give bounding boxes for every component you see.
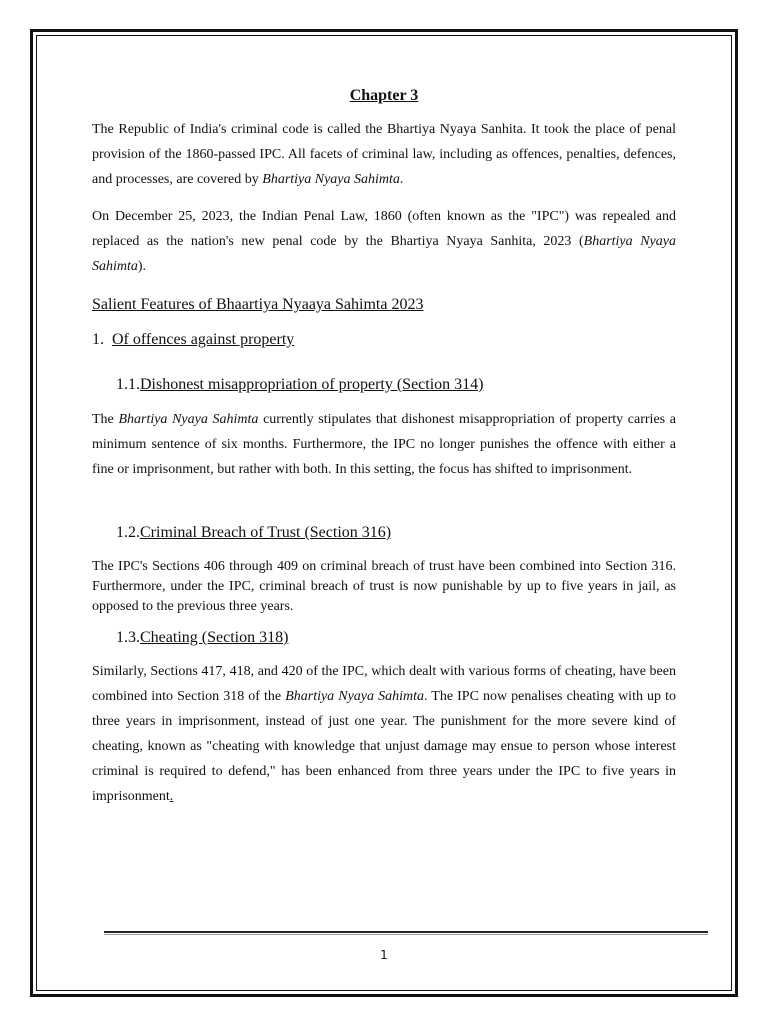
subsection-1-3-text-c: . The IPC now penalises cheating with up to three years in imprisonment, instead of just one year. The punishment for the more severe kind of cheating, known as "cheating with knowledge that unjust damage may ensue to person whose interest criminal is required to defend," has been enhanced from three years under the IPC to five years in imprisonment [92, 689, 676, 804]
subsection-1-3-paragraph [92, 659, 676, 809]
section-1-title: Of offences against property [112, 331, 295, 348]
page-number: 1 [380, 948, 388, 962]
intro-paragraph-1-italic: Bhartiya Nyaya Sahimta [262, 172, 400, 187]
intro-paragraph-2 [92, 204, 676, 279]
section-1-number: 1. [92, 331, 104, 348]
subsection-1-1-italic: Bhartiya Nyaya Sahimta [118, 412, 259, 427]
subsection-1-2-title: Criminal Breach of Trust (Section 316) [140, 524, 392, 541]
subsection-1-1-text-c: currently stipulates that dishonest misappropriation of property carries a minimum sentence of six months. Furthermore, the IPC no longer punishes the offence with either a fine or imprisonment, but rather with both. In this setting, the focus has shifted to imprisonment. [92, 412, 676, 477]
subsection-1-3-number: 1.3. [116, 629, 140, 646]
subsection-1-1-title: Dishonest misappropriation of property (Section 314) [140, 376, 484, 393]
subsection-1-2-paragraph: The IPC's Sections 406 through 409 on criminal breach of trust have been combined into Section 316. Furthermore, under the IPC, criminal breach of trust is now punishable by up to five years in jail, as opposed to the previous three years. [92, 559, 676, 614]
subsection-1-3-italic: Bhartiya Nyaya Sahimta [285, 689, 424, 704]
subsection-1-3-text-a: Similarly, Sections 417, 418, and 420 of the IPC, which dealt with various forms of cheating, have been combined into Section 318 of the [92, 664, 676, 704]
intro-paragraph-1 [92, 117, 676, 192]
intro-paragraph-1-end: . [399, 172, 404, 187]
section-1-heading [92, 331, 294, 349]
subsection-1-1-paragraph [92, 407, 676, 482]
intro-paragraph-2-italic: Bhartiya Nyaya Sahimta [92, 234, 676, 274]
subsection-1-3-end: . [169, 789, 174, 804]
subsection-1-1-heading [116, 376, 484, 394]
footer-divider [104, 931, 708, 933]
chapter-title: Chapter 3 [349, 87, 419, 104]
subsection-1-2-heading [116, 524, 391, 542]
salient-features-heading-text: Salient Features of Bhaartiya Nyaaya Sahimta 2023 [92, 296, 424, 313]
subsection-1-1-text-a: The [92, 412, 119, 427]
subsection-1-3-title: Cheating (Section 318) [140, 629, 289, 646]
intro-paragraph-2-end: ). [137, 259, 147, 274]
subsection-1-1-number: 1.1. [116, 376, 140, 393]
intro-paragraph-2-text: On December 25, 2023, the Indian Penal Law, 1860 (often known as the "IPC") was repealed and replaced as the nation's new penal code by the Bhartiya Nyaya Sanhita, 2023 ( [92, 209, 676, 249]
salient-features-heading [92, 296, 423, 314]
intro-paragraph-1-text: The Republic of India's criminal code is called the Bhartiya Nyaya Sanhita. It took the place of penal provision of the 1860-passed IPC. All facets of criminal law, including as offences, penalties, defences, and processes, are covered by [92, 122, 676, 187]
subsection-1-3-heading [116, 629, 288, 647]
subsection-1-2-number: 1.2. [116, 524, 140, 541]
